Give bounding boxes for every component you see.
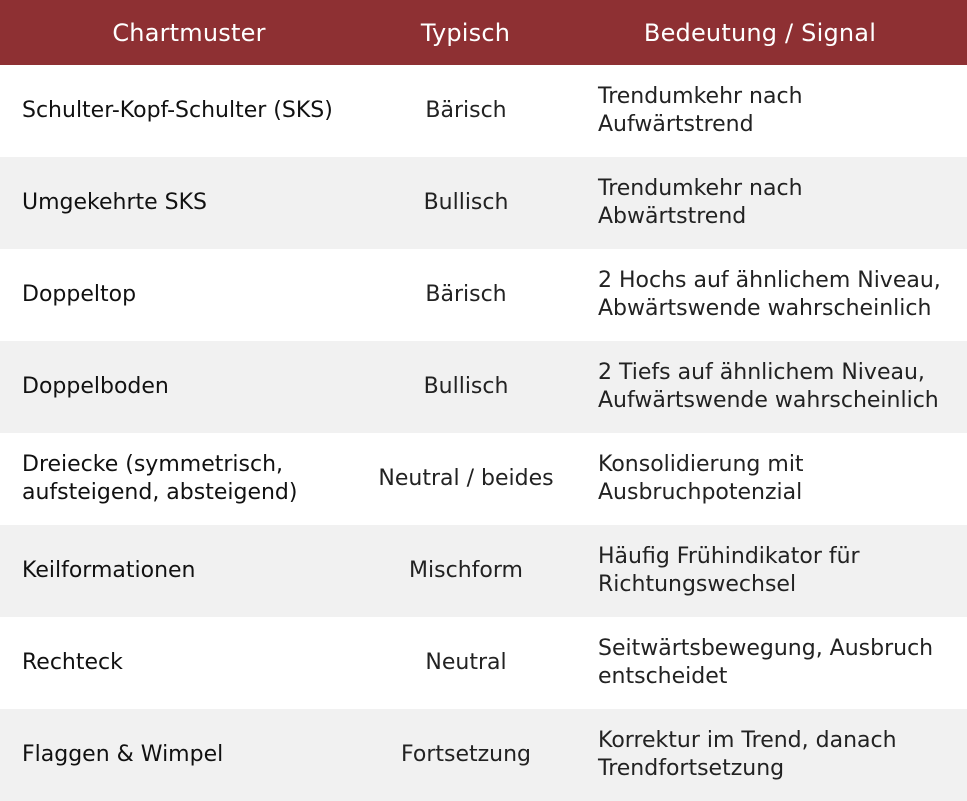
pattern-meaning: Trendumkehr nach Aufwärtstrend [598, 84, 803, 137]
table-row [0, 341, 967, 433]
table-row [0, 157, 967, 249]
header-bedeutung-signal: Bedeutung / Signal [643, 18, 877, 47]
pattern-meaning: 2 Tiefs auf ähnlichem Niveau, Aufwärtswende wahrscheinlich [598, 360, 939, 413]
pattern-type: Bärisch [425, 98, 507, 123]
header-typisch: Typisch [420, 18, 511, 47]
pattern-name: Umgekehrte SKS [22, 190, 208, 215]
pattern-type: Fortsetzung [400, 742, 532, 767]
table-header [0, 0, 967, 65]
pattern-type: Mischform [409, 558, 523, 583]
header-chartmuster: Chartmuster [112, 18, 266, 47]
pattern-name: Rechteck [22, 650, 123, 675]
pattern-name: Doppelboden [22, 374, 169, 399]
pattern-type: Bullisch [423, 190, 509, 215]
pattern-name: Doppeltop [22, 282, 137, 307]
pattern-type: Bärisch [425, 282, 507, 307]
pattern-meaning: Seitwärtsbewegung, Ausbruch entscheidet [598, 636, 934, 689]
table-row [0, 617, 967, 709]
pattern-meaning: 2 Hochs auf ähnlichem Niveau, Abwärtswende wahrscheinlich [598, 268, 941, 321]
pattern-type: Neutral [425, 650, 507, 675]
pattern-name: Flaggen & Wimpel [22, 742, 224, 767]
pattern-meaning: Häufig Frühindikator für Richtungswechsel [598, 544, 860, 597]
table-row [0, 525, 967, 617]
table-row [0, 709, 967, 801]
pattern-name: Schulter-Kopf-Schulter (SKS) [22, 98, 333, 123]
table-row [0, 433, 967, 525]
pattern-meaning: Konsolidierung mit Ausbruchpotenzial [598, 452, 804, 505]
pattern-type: Neutral / beides [378, 466, 554, 491]
pattern-type: Bullisch [423, 374, 509, 399]
table-row [0, 65, 967, 157]
pattern-meaning: Korrektur im Trend, danach Trendfortsetzung [598, 728, 897, 781]
table-row [0, 249, 967, 341]
pattern-name: Dreiecke (symmetrisch, aufsteigend, absteigend) [22, 452, 298, 505]
pattern-meaning: Trendumkehr nach Abwärtstrend [598, 176, 803, 229]
pattern-name: Keilformationen [22, 558, 196, 583]
